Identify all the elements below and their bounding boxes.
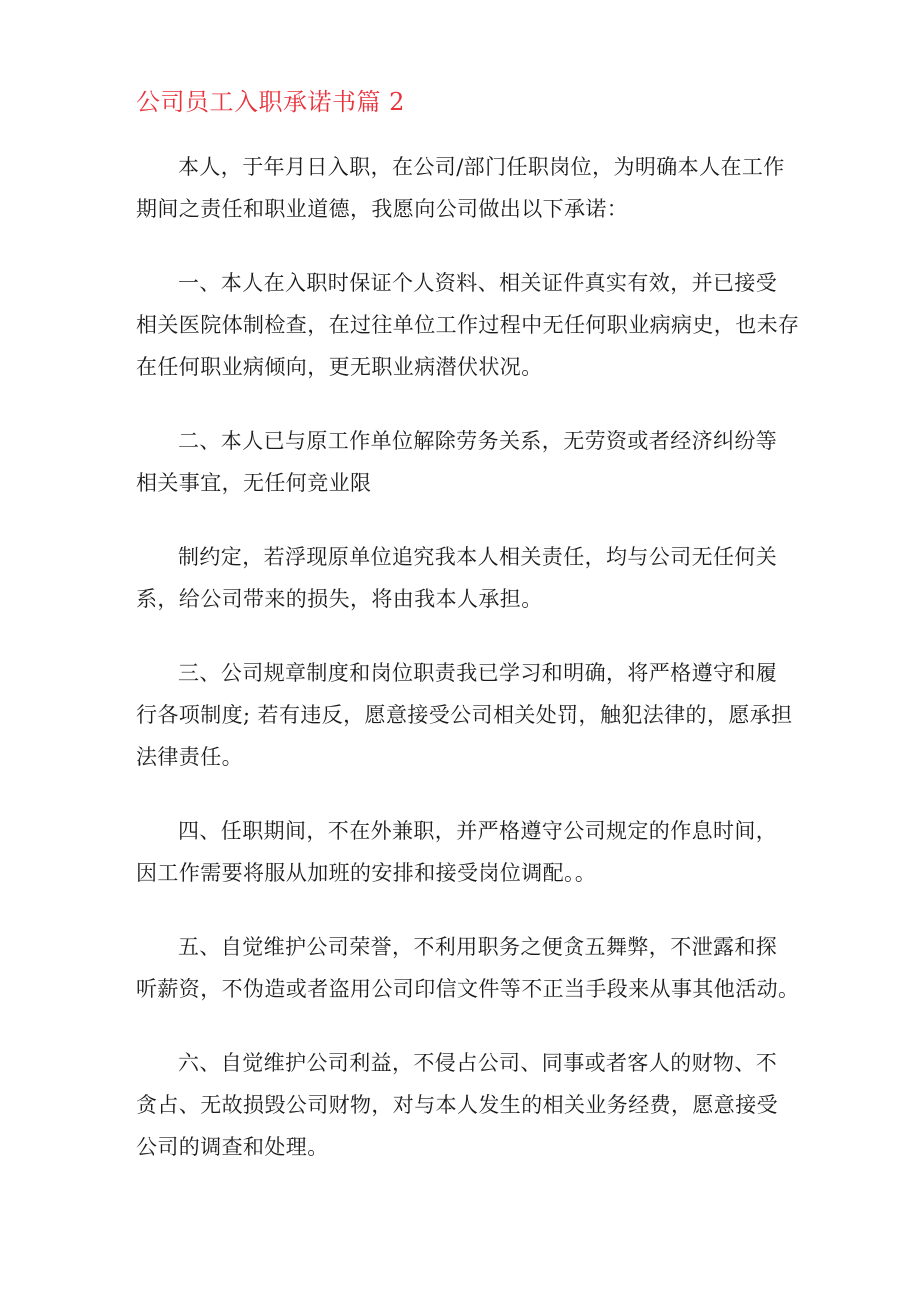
paragraph-line: 四、任职期间，不在外兼职，并严格遵守公司规定的作息时间， <box>178 819 778 843</box>
document-title: 公司员工入职承诺书篇 2 <box>136 88 405 116</box>
paragraph-line: 贪占、无故损毁公司财物，对与本人发生的相关业务经费，愿意接受 <box>136 1093 778 1117</box>
paragraph-line: 在任何职业病倾向，更无职业病潜伏状况。 <box>136 355 543 379</box>
paragraph-line: 相关医院体制检查，在过往单位工作过程中无任何职业病病史，也未存 <box>136 313 800 337</box>
clause-2-paragraph <box>136 420 816 504</box>
clause-2-continuation-paragraph <box>136 536 816 620</box>
clause-6-paragraph <box>136 1042 816 1168</box>
paragraph-line: 五、自觉维护公司荣誉，不利用职务之便贪五舞弊，不泄露和探 <box>178 935 778 959</box>
clause-1-paragraph <box>136 262 816 388</box>
clause-5-paragraph <box>136 926 816 1010</box>
paragraph-line: 因工作需要将服从加班的安排和接受岗位调配。。 <box>136 861 597 885</box>
paragraph-line: 系，给公司带来的损失，将由我本人承担。 <box>136 587 543 611</box>
clause-4-paragraph <box>136 810 816 894</box>
paragraph-line: 法律责任。 <box>136 745 243 769</box>
paragraph-line: 本人，于年月日入职，在公司/部门任职岗位，为明确本人在工作 <box>178 155 785 179</box>
paragraph-line: 期间之责任和职业道德，我愿向公司做出以下承诺： <box>136 197 629 221</box>
paragraph-line: 制约定，若浮现原单位追究我本人相关责任，均与公司无任何关 <box>178 545 778 569</box>
paragraph-line: 六、自觉维护公司利益，不侵占公司、同事或者客人的财物、不 <box>178 1051 778 1075</box>
paragraph-line: 行各项制度; 若有违反，愿意接受公司相关处罚，触犯法律的，愿承担 <box>136 703 793 727</box>
paragraph-line: 听薪资，不伪造或者盗用公司印信文件等不正当手段来从事其他活动。 <box>136 977 800 1001</box>
clause-3-paragraph <box>136 652 816 778</box>
paragraph-line: 一、本人在入职时保证个人资料、相关证件真实有效，并已接受 <box>178 271 778 295</box>
intro-paragraph <box>136 146 816 230</box>
paragraph-line: 三、公司规章制度和岗位职责我已学习和明确，将严格遵守和履 <box>178 661 778 685</box>
paragraph-line: 二、本人已与原工作单位解除劳务关系，无劳资或者经济纠纷等 <box>178 429 778 453</box>
paragraph-line: 相关事宜，无任何竞业限 <box>136 471 372 495</box>
paragraph-line: 公司的调查和处理。 <box>136 1135 329 1159</box>
